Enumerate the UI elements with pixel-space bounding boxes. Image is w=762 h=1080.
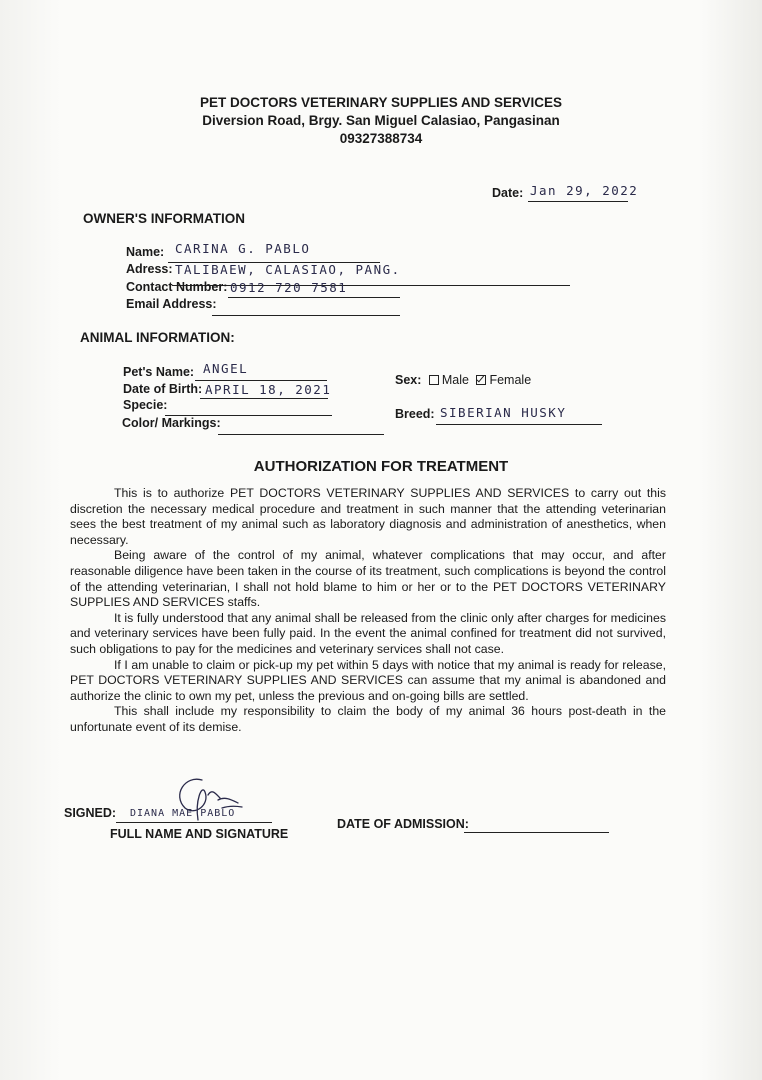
sex-female-checkbox[interactable] [476,375,486,385]
owner-email-label: Email Address: [126,297,217,311]
authorization-paragraph: This shall include my responsibility to claim the body of my animal 36 hours post-death in the unfortunate event of its demise. [70,704,666,734]
sex-male-checkbox[interactable] [429,375,439,385]
owner-heading: OWNER'S INFORMATION [83,211,245,226]
specie-label: Specie: [123,398,168,412]
authorization-paragraph: This is to authorize PET DOCTORS VETERINARY SUPPLIES AND SERVICES to carry out this discretion the necessary medical procedure and treatment in such manner that the attending veterinarian sees the best treatment of my animal such as laboratory diagnosis and administration of anesthetics, when necessary. [70,486,666,547]
owner-name-value: CARINA G. PABLO [175,241,311,256]
date-line [528,201,628,202]
owner-name-label: Name: [126,245,165,259]
date-label: Date: [492,186,524,200]
dob-label: Date of Birth: [123,382,203,396]
company-address: Diversion Road, Brgy. San Miguel Calasiao, Pangasinan [202,113,560,128]
pet-name-value: ANGEL [203,361,249,376]
owner-contact-value: 0912 720 7581 [230,280,348,295]
authorization-title: AUTHORIZATION FOR TREATMENT [253,458,509,475]
authorization-body [70,486,666,736]
sex-label: Sex: [395,373,422,387]
owner-email-line [212,315,400,316]
dob-value: APRIL 18, 2021 [205,382,332,397]
pet-name-label: Pet's Name: [123,365,195,379]
signature-line [116,822,272,823]
dob-line [200,398,328,399]
owner-address-label: Adress: [126,262,173,276]
breed-line [436,424,602,425]
signature-caption: FULL NAME AND SIGNATURE [110,827,289,841]
admission-line [464,832,609,833]
owner-contact-label: Contact Number: [126,280,228,294]
date-value: Jan 29, 2022 [530,183,639,198]
company-phone: 09327388734 [339,131,423,146]
admission-label: DATE OF ADMISSION: [337,817,469,831]
sex-female-label: Female [489,373,532,387]
authorization-paragraph: Being aware of the control of my animal, whatever complications that may occur, and after reasonable diligence have been taken in the course of its treatment, such complications is beyond the control of the attending veterinarian, I shall not hold blame to him or her or to the PET DOCTORS VETERINARY SUPPLIES AND SERVICES staffs. [70,548,666,610]
color-line [218,434,384,435]
color-label: Color/ Markings: [122,416,221,430]
authorization-paragraph: If I am unable to claim or pick-up my pet within 5 days with notice that my animal is ready for release, PET DOCTORS VETERINARY SUPPLIES AND SERVICES can assume that my animal is abandoned and authorize the clinic to own my pet, unless the previous and on-going bills are settled. [70,657,666,703]
breed-value: SIBERIAN HUSKY [440,405,567,420]
pet-name-line [195,380,327,381]
signer-name: DIANA MAE PABLO [130,808,236,819]
signed-label: SIGNED: [64,806,117,820]
owner-address-value: TALIBAEW, CALASIAO, PANG. [175,262,401,277]
owner-contact-line [228,297,400,298]
sex-male-label: Male [441,373,469,387]
animal-heading: ANIMAL INFORMATION: [80,330,235,345]
authorization-paragraph: It is fully understood that any animal shall be released from the clinic only after charges for medicines and veterinary services have been fully paid. In the event the animal confined for treatment did not survived, such obligations to pay for the medicines and veterinary services shall not case. [70,610,666,656]
sex-field [395,373,531,387]
company-name: PET DOCTORS VETERINARY SUPPLIES AND SERVICES [199,95,563,110]
breed-label: Breed: [395,407,435,421]
